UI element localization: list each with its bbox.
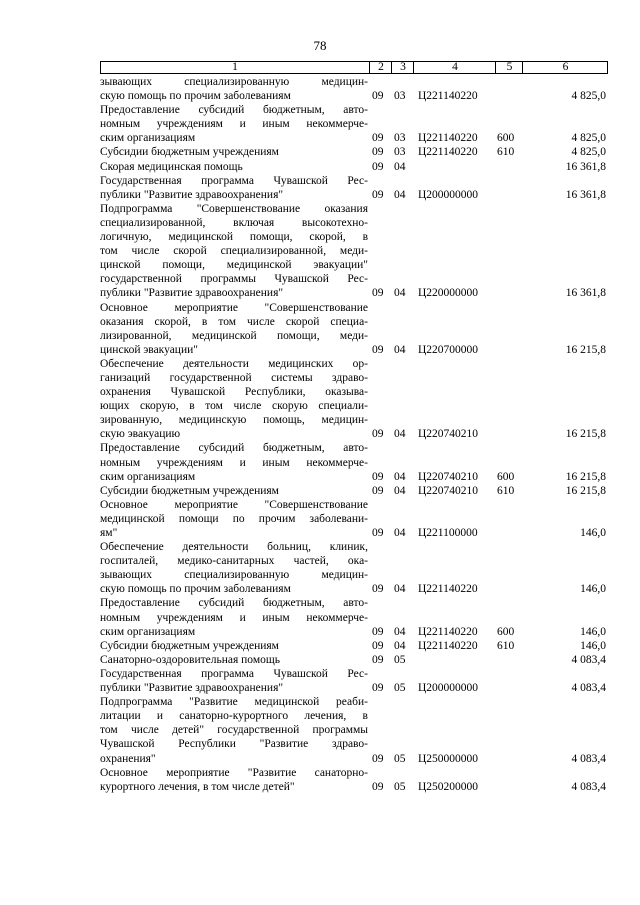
row-name-line: Основное мероприятие "Совершенствование bbox=[100, 498, 368, 511]
subsection-code: 05 bbox=[394, 752, 406, 765]
section-code: 09 bbox=[372, 583, 384, 596]
target-article-code: Ц250000000 bbox=[418, 752, 479, 765]
expense-type-code bbox=[497, 427, 521, 441]
expense-type-code bbox=[497, 653, 521, 667]
target-article-code: Ц200000000 bbox=[418, 188, 479, 201]
subsection-code: 04 bbox=[394, 428, 406, 441]
section-code: 09 bbox=[372, 160, 384, 173]
row-name-line: ским организациям bbox=[100, 625, 196, 638]
row-name-line: Предоставление субсидий бюджетным, авто- bbox=[100, 442, 368, 455]
section-code: 09 bbox=[372, 639, 384, 652]
header-col-1: 1 bbox=[232, 61, 238, 73]
amount: 4 825,0 bbox=[571, 90, 606, 103]
row-name bbox=[100, 441, 368, 483]
section-code: 09 bbox=[372, 752, 384, 765]
row-name-line: специализированной, включая высокотехно- bbox=[100, 216, 368, 229]
amount: 146,0 bbox=[580, 527, 606, 539]
table-row bbox=[100, 695, 608, 765]
amount: 16 215,8 bbox=[565, 343, 606, 356]
row-name-line: Субсидии бюджетным учреждениям bbox=[100, 639, 279, 652]
subsection-code: 04 bbox=[394, 625, 406, 638]
subsection-code: 05 bbox=[394, 682, 406, 695]
section-code: 09 bbox=[372, 527, 384, 539]
table-row bbox=[100, 357, 608, 442]
row-name-line: публики "Развитие здравоохранения" bbox=[100, 682, 284, 695]
subsection-code: 04 bbox=[394, 484, 406, 497]
table-row bbox=[100, 145, 608, 159]
amount: 16 215,8 bbox=[565, 428, 606, 441]
section-code: 09 bbox=[372, 653, 384, 666]
subsection-code: 04 bbox=[394, 470, 406, 483]
section-code: 09 bbox=[372, 146, 384, 159]
row-name bbox=[100, 301, 368, 357]
section-code: 09 bbox=[372, 428, 384, 441]
row-name bbox=[100, 498, 368, 540]
target-article-code bbox=[418, 653, 492, 667]
target-article-code: Ц220740210 bbox=[418, 484, 479, 497]
row-name-line: зывающих специализированную медицин- bbox=[100, 76, 368, 88]
expense-type-code bbox=[497, 286, 521, 300]
amount: 4 825,0 bbox=[571, 132, 606, 145]
target-article-code: Ц250200000 bbox=[418, 780, 479, 793]
table-row bbox=[100, 667, 608, 695]
amount: 4 083,4 bbox=[571, 682, 606, 695]
subsection-code: 03 bbox=[394, 146, 406, 159]
header-col-5: 5 bbox=[495, 62, 523, 73]
row-name bbox=[100, 484, 368, 498]
header-col-4: 4 bbox=[413, 62, 496, 73]
expense-type-code: 600 bbox=[497, 132, 515, 145]
table-row bbox=[100, 498, 608, 540]
row-name-line: госпиталей, медико-санитарных частей, ока- bbox=[100, 555, 368, 568]
row-name-line: Субсидии бюджетным учреждениям bbox=[100, 146, 279, 159]
target-article-code: Ц221140220 bbox=[418, 90, 478, 103]
section-code: 09 bbox=[372, 188, 384, 201]
subsection-code: 03 bbox=[394, 132, 406, 145]
row-name bbox=[100, 653, 368, 667]
table-row bbox=[100, 639, 608, 653]
row-name bbox=[100, 174, 368, 202]
section-code: 09 bbox=[372, 625, 384, 638]
header-col-6: 6 bbox=[522, 62, 608, 73]
table-row bbox=[100, 484, 608, 498]
row-name bbox=[100, 667, 368, 695]
target-article-code: Ц220700000 bbox=[418, 343, 479, 356]
row-name-line: ским организациям bbox=[100, 132, 196, 145]
amount: 4 083,4 bbox=[571, 752, 606, 765]
row-name-line: Обеспечение деятельности медицинских ор- bbox=[100, 357, 368, 370]
expense-type-code: 610 bbox=[497, 639, 515, 652]
subsection-code: 04 bbox=[394, 583, 406, 596]
section-code: 09 bbox=[372, 470, 384, 483]
expense-type-code bbox=[497, 752, 521, 766]
row-name-line: Обеспечение деятельности больниц, клиник, bbox=[100, 541, 368, 554]
target-article-code: Ц220000000 bbox=[418, 287, 479, 300]
amount: 146,0 bbox=[580, 625, 606, 638]
row-name-line: охранения" bbox=[100, 752, 156, 765]
row-name-line: курортного лечения, в том числе детей" bbox=[100, 780, 295, 793]
target-article-code: Ц221140220 bbox=[418, 146, 478, 159]
expense-type-code bbox=[497, 343, 521, 357]
section-code: 09 bbox=[372, 90, 384, 103]
row-name-line: Субсидии бюджетным учреждениям bbox=[100, 484, 279, 497]
target-article-code: Ц221140220 bbox=[418, 625, 478, 638]
row-name-line: Основное мероприятие "Совершенствование bbox=[100, 301, 368, 314]
row-name-line: номным учреждениям и иным некоммерче- bbox=[100, 456, 368, 469]
expense-type-code: 610 bbox=[497, 484, 515, 497]
target-article-code: Ц221100000 bbox=[418, 527, 478, 539]
row-name-line: Санаторно-оздоровительная помощь bbox=[100, 653, 280, 666]
row-name-line: номным учреждениям и иным некоммерче- bbox=[100, 118, 368, 131]
row-name bbox=[100, 75, 368, 103]
row-name-line: Государственная программа Чувашской Рес- bbox=[100, 667, 368, 680]
amount: 16 361,8 bbox=[565, 188, 606, 201]
subsection-code: 04 bbox=[394, 287, 406, 300]
subsection-code: 04 bbox=[394, 160, 406, 173]
row-name bbox=[100, 639, 368, 653]
amount: 4 825,0 bbox=[571, 146, 606, 159]
subsection-code: 04 bbox=[394, 527, 406, 539]
subsection-code: 04 bbox=[394, 343, 406, 356]
amount: 146,0 bbox=[580, 639, 606, 652]
row-name-line: том числе детей" государственной программы bbox=[100, 724, 368, 737]
row-name-line: ющих скорую, в том числе скорую специали- bbox=[100, 400, 368, 413]
target-article-code: Ц200000000 bbox=[418, 682, 479, 695]
row-name bbox=[100, 596, 368, 638]
table-row bbox=[100, 75, 608, 103]
row-name-line: скую помощь по прочим заболеваниям bbox=[100, 90, 291, 103]
row-name-line: государственной программы Чувашской Рес- bbox=[100, 273, 368, 286]
table-row bbox=[100, 103, 608, 145]
amount: 16 361,8 bbox=[565, 160, 606, 173]
row-name bbox=[100, 540, 368, 596]
row-name-line: оказания скорой, в том числе скорой специа- bbox=[100, 315, 368, 328]
table-row bbox=[100, 174, 608, 202]
row-name-line: Подпрограмма "Развитие медицинской реаби- bbox=[100, 696, 368, 709]
table-row bbox=[100, 766, 608, 794]
amount: 16 215,8 bbox=[565, 484, 606, 497]
row-name-line: лизированной, медицинской помощи, меди- bbox=[100, 329, 368, 342]
row-name-line: зированную, медицинскую помощь, медицин- bbox=[100, 414, 368, 427]
section-code: 09 bbox=[372, 484, 384, 497]
section-code: 09 bbox=[372, 132, 384, 145]
row-name bbox=[100, 202, 368, 301]
subsection-code: 05 bbox=[394, 780, 406, 793]
row-name bbox=[100, 103, 368, 145]
row-name-line: цинской эвакуации" bbox=[100, 343, 198, 356]
amount: 4 083,4 bbox=[571, 653, 606, 666]
section-code: 09 bbox=[372, 287, 384, 300]
table-row bbox=[100, 441, 608, 483]
row-name-line: номным учреждениям и иным некоммерче- bbox=[100, 611, 368, 624]
table-row bbox=[100, 202, 608, 301]
subsection-code: 04 bbox=[394, 639, 406, 652]
row-name-line: Подпрограмма "Совершенствование оказания bbox=[100, 202, 368, 215]
row-name bbox=[100, 766, 368, 794]
row-name-line: охранения Чувашской Республики, оказыва- bbox=[100, 386, 368, 399]
row-name-line: цинской помощи, медицинской эвакуации" bbox=[100, 259, 368, 272]
row-name-line: публики "Развитие здравоохранения" bbox=[100, 287, 284, 300]
row-name-line: Предоставление субсидий бюджетным, авто- bbox=[100, 104, 368, 117]
amount: 146,0 bbox=[580, 583, 606, 596]
header-col-2: 2 bbox=[369, 62, 392, 73]
table-row bbox=[100, 653, 608, 667]
row-name-line: Чувашской Республики "Развитие здраво- bbox=[100, 738, 368, 751]
row-name-line: Скорая медицинская помощь bbox=[100, 160, 243, 173]
row-name-line: том числе скорой специализированной, меди- bbox=[100, 245, 368, 258]
target-article-code: Ц221140220 bbox=[418, 132, 478, 145]
row-name-line: Предоставление субсидий бюджетным, авто- bbox=[100, 597, 368, 610]
section-code: 09 bbox=[372, 343, 384, 356]
row-name-line: Основное мероприятие "Развитие санаторно- bbox=[100, 766, 368, 779]
row-name-line: зывающих специализированную медицин- bbox=[100, 569, 368, 582]
row-name-line: ганизаций государственной системы здраво- bbox=[100, 371, 368, 384]
expense-type-code bbox=[497, 526, 521, 540]
row-name-line: медицинской помощи по прочим заболевани- bbox=[100, 512, 368, 525]
target-article-code bbox=[418, 160, 492, 174]
row-name-line: ским организациям bbox=[100, 470, 196, 483]
section-code: 09 bbox=[372, 780, 384, 793]
expense-type-code bbox=[497, 780, 521, 794]
amount: 4 083,4 bbox=[571, 780, 606, 793]
amount: 16 361,8 bbox=[565, 287, 606, 300]
expense-type-code bbox=[497, 681, 521, 695]
row-name-line: публики "Развитие здравоохранения" bbox=[100, 188, 284, 201]
target-article-code: Ц221140220 bbox=[418, 583, 478, 596]
header-col-3: 3 bbox=[391, 62, 414, 73]
expense-type-code: 600 bbox=[497, 625, 515, 638]
table-body bbox=[100, 75, 608, 794]
page-number: 78 bbox=[313, 38, 327, 53]
expense-type-code bbox=[497, 582, 521, 596]
row-name-line: Государственная программа Чувашской Рес- bbox=[100, 174, 368, 187]
table-header bbox=[100, 61, 608, 74]
amount: 16 215,8 bbox=[565, 470, 606, 483]
row-name bbox=[100, 160, 368, 174]
expense-type-code: 600 bbox=[497, 470, 515, 483]
row-name bbox=[100, 695, 368, 765]
subsection-code: 04 bbox=[394, 188, 406, 201]
row-name bbox=[100, 357, 368, 442]
row-name bbox=[100, 145, 368, 159]
table-row bbox=[100, 160, 608, 174]
row-name-line: литации и санаторно-курортного лечения, в bbox=[100, 710, 368, 723]
table-row bbox=[100, 301, 608, 357]
section-code: 09 bbox=[372, 682, 384, 695]
subsection-code: 05 bbox=[394, 653, 406, 666]
expense-type-code bbox=[497, 188, 521, 202]
expense-type-code: 610 bbox=[497, 146, 515, 159]
row-name-line: ям" bbox=[100, 527, 118, 539]
table-row bbox=[100, 596, 608, 638]
subsection-code: 03 bbox=[394, 90, 406, 103]
row-name-line: логичную, медицинской помощи, скорой, в bbox=[100, 231, 368, 244]
row-name-line: скую помощь по прочим заболеваниям bbox=[100, 583, 291, 596]
expense-type-code bbox=[497, 160, 521, 174]
target-article-code: Ц220740210 bbox=[418, 428, 479, 441]
table-row bbox=[100, 540, 608, 596]
expense-type-code bbox=[497, 89, 521, 103]
target-article-code: Ц221140220 bbox=[418, 639, 478, 652]
target-article-code: Ц220740210 bbox=[418, 470, 479, 483]
row-name-line: скую эвакуацию bbox=[100, 428, 181, 441]
